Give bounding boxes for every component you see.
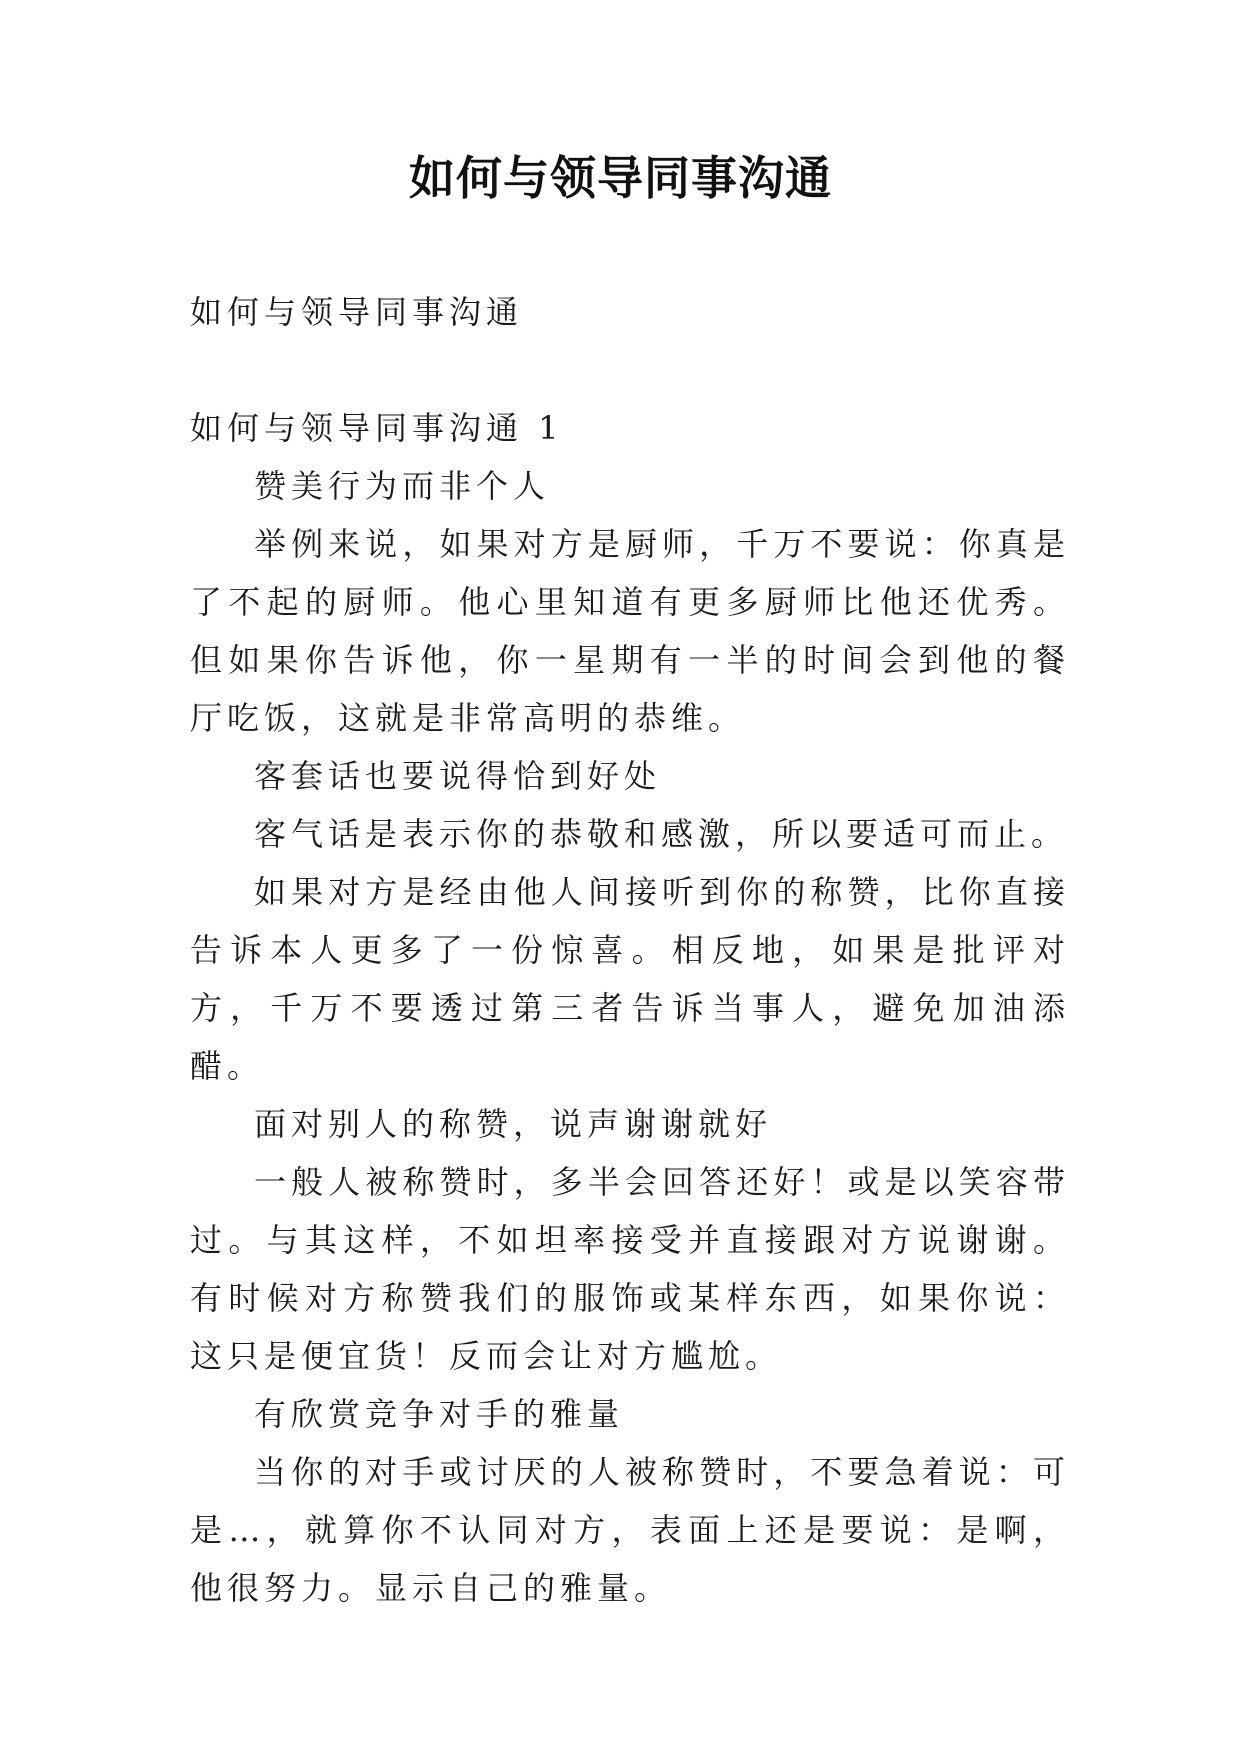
paragraph: 举例来说，如果对方是厨师，千万不要说：你真是了不起的厨师。他心里知道有更多厨师比他还优秀。但如果你告诉他，你一星期有一半的时间会到他的餐厅吃饭，这就是非常高明的恭维。 [190, 525, 1070, 737]
paragraph: 如果对方是经由他人间接听到你的称赞，比你直接告诉本人更多了一份惊喜。相反地，如果是批评对方，千万不要透过第三者告诉当事人，避免加油添醋。 [190, 873, 1070, 1085]
paragraph-heading: 客套话也要说得恰到好处 [254, 757, 662, 795]
paragraph: 客气话是表示你的恭敬和感激，所以要适可而止。 [254, 815, 1069, 853]
document-title: 如何与领导同事沟通 [409, 151, 832, 205]
paragraph: 一般人被称赞时，多半会回答还好！或是以笑容带过。与其这样，不如坦率接受并直接跟对方说谢谢。有时候对方称赞我们的服饰或某样东西，如果你说：这只是便宜货！反而会让对方尴尬。 [190, 1163, 1070, 1375]
document-body [190, 283, 1070, 1617]
paragraph-heading: 有欣赏竞争对手的雅量 [254, 1395, 625, 1433]
paragraph-heading: 赞美行为而非个人 [254, 467, 551, 505]
section-heading: 如何与领导同事沟通 1 [190, 409, 564, 447]
document-subtitle: 如何与领导同事沟通 [190, 293, 524, 331]
paragraph: 当你的对手或讨厌的人被称赞时，不要急着说：可是…，就算你不认同对方，表面上还是要说：是啊，他很努力。显示自己的雅量。 [190, 1453, 1070, 1607]
paragraph-heading: 面对别人的称赞，说声谢谢就好 [254, 1105, 773, 1143]
